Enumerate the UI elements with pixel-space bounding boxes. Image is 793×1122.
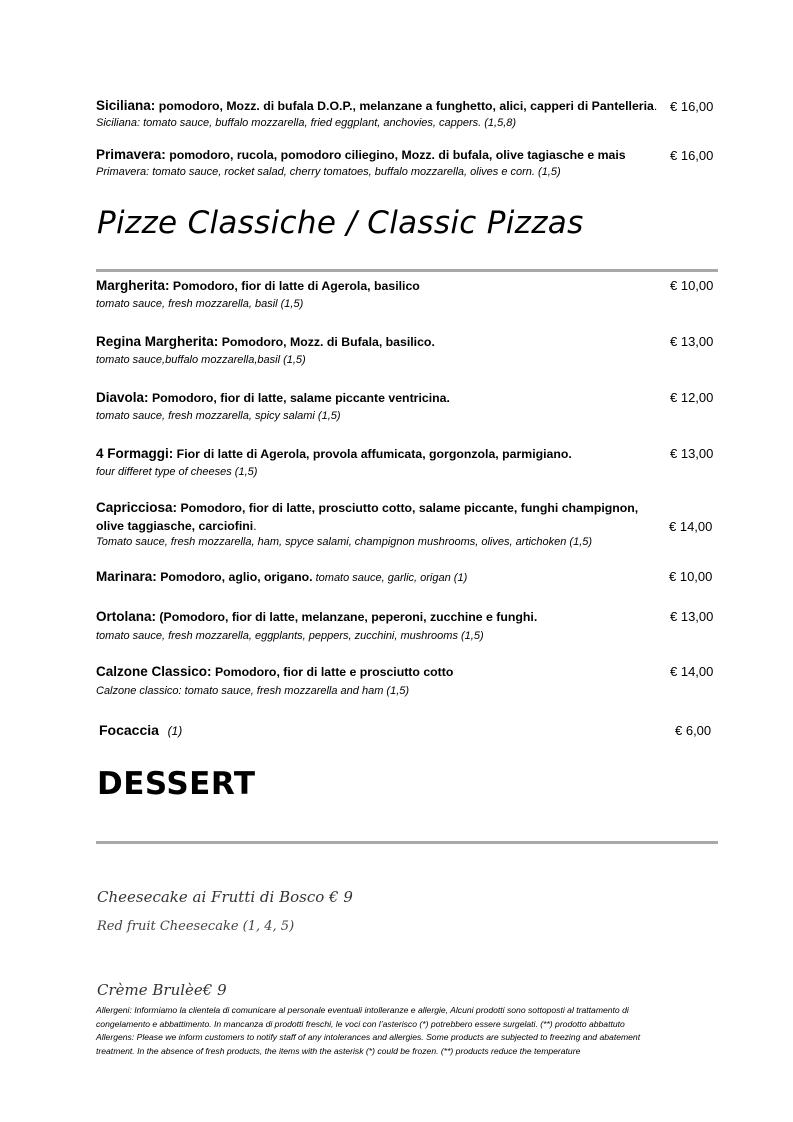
allergen-note <box>96 1004 721 1058</box>
item-ingredients: Pomodoro, fior di latte di Agerola, basilico <box>169 279 420 293</box>
item-ingredients: (Pomodoro, fior di latte, melanzane, peperoni, zucchine e funghi. <box>156 610 538 624</box>
item-name: 4 Formaggi: <box>96 446 174 461</box>
item-english: Primavera: tomato sauce, rocket salad, cherry tomatoes, buffalo mozzarella, olives e corn. (1,5) <box>96 166 561 178</box>
item-ingredients-continued <box>96 518 257 533</box>
menu-item-4-formaggi <box>96 446 572 461</box>
item-english: four differet type of cheeses (1,5) <box>96 466 258 478</box>
item-price: € 16,00 <box>670 148 714 163</box>
item-ingredients: Pomodoro, Mozz. di Bufala, basilico. <box>218 335 435 349</box>
item-price: € 14,00 <box>669 519 713 534</box>
item-english: tomato sauce,buffalo mozzarella,basil (1,5) <box>96 354 306 366</box>
item-ingredients: olive taggiasche, carciofini <box>96 519 254 533</box>
item-price: € 13,00 <box>670 446 714 461</box>
menu-item-margherita <box>96 278 420 293</box>
item-english: tomato sauce, fresh mozzarella, spicy salami (1,5) <box>96 410 341 422</box>
allergen-line: treatment. In the absence of fresh products, the items with the asterisk (*) could be frozen. (**) products reduce the temperature <box>96 1045 581 1056</box>
item-ingredients: pomodoro, Mozz. di bufala D.O.P., melanzane a funghetto, alici, capperi di Pantelleria <box>155 99 654 113</box>
item-price: € 14,00 <box>670 664 714 679</box>
item-ingredients: Pomodoro, fior di latte e prosciutto cotto <box>211 665 454 679</box>
item-price: € 10,00 <box>670 278 714 293</box>
item-tail: . <box>653 99 658 113</box>
item-name: Siciliana: <box>96 98 156 113</box>
item-ingredients: Pomodoro, fior di latte, salame piccante ventricina. <box>148 391 450 405</box>
item-tail: . <box>253 519 257 533</box>
item-note: (1) <box>167 724 183 738</box>
item-price: € 10,00 <box>669 569 713 584</box>
item-ingredients: pomodoro, rucola, pomodoro ciliegino, Mozz. di bufala, olive tagiasche e mais <box>165 148 626 162</box>
section-title-classic-pizzas: Pizze Classiche / Classic Pizzas <box>97 205 584 241</box>
dessert-item-cheesecake: Cheesecake ai Frutti di Bosco € 9 <box>97 888 353 906</box>
item-price: € 13,00 <box>670 334 714 349</box>
item-name: Regina Margherita: <box>96 334 219 349</box>
allergen-line: congelamento e abbattimento. In mancanza di prodotti freschi, le voci con l’asterisco (*) potrebbero essere surgelati. (**) prodotto abbattuto <box>96 1018 625 1029</box>
item-ingredients: Fior di latte di Agerola, provola affumicata, gorgonzola, parmigiano. <box>173 447 572 461</box>
section-divider <box>96 269 718 272</box>
item-name: Diavola: <box>96 390 149 405</box>
menu-item-calzone-classico <box>96 664 453 679</box>
item-ingredients: Pomodoro, fior di latte, prosciutto cotto, salame piccante, funghi champignon, <box>177 501 639 515</box>
item-english: tomato sauce, fresh mozzarella, eggplants, peppers, zucchini, mushrooms (1,5) <box>96 630 484 642</box>
item-name: Margherita: <box>96 278 170 293</box>
menu-item-siciliana <box>96 98 657 113</box>
item-name: Capricciosa: <box>96 500 178 515</box>
menu-item-primavera <box>96 147 626 162</box>
item-name: Focaccia <box>99 722 159 738</box>
item-english: Calzone classico: tomato sauce, fresh mozzarella and ham (1,5) <box>96 685 410 697</box>
item-english: tomato sauce, garlic, origan (1) <box>312 572 468 584</box>
item-price: € 6,00 <box>675 723 712 738</box>
item-name: Primavera: <box>96 147 166 162</box>
item-english: Tomato sauce, fresh mozzarella, ham, spyce salami, champignon mushrooms, olives, artichoken (1,5) <box>96 536 593 548</box>
item-price: € 12,00 <box>670 390 714 405</box>
item-name: Ortolana: <box>96 609 157 624</box>
item-name: Calzone Classico: <box>96 664 212 679</box>
dessert-item-creme-brulee: Crème Brulèe€ 9 <box>97 981 227 999</box>
menu-item-focaccia <box>99 722 182 738</box>
dessert-item-english: Red fruit Cheesecake (1, 4, 5) <box>97 919 295 934</box>
item-price: € 13,00 <box>670 609 714 624</box>
allergen-line: Allergens: Please we inform customers to notify staff of any intolerances and allergies. Some products are subjected to freezing and abatement <box>96 1032 641 1042</box>
menu-item-ortolana <box>96 609 537 624</box>
menu-item-diavola <box>96 390 450 405</box>
section-title-dessert: DESSERT <box>97 766 256 802</box>
item-price: € 16,00 <box>670 99 714 114</box>
section-divider <box>96 841 718 844</box>
item-english: tomato sauce, fresh mozzarella, basil (1,5) <box>96 298 304 310</box>
menu-item-capricciosa <box>96 500 638 515</box>
menu-item-regina-margherita <box>96 334 435 349</box>
item-english: Siciliana: tomato sauce, buffalo mozzarella, fried eggplant, anchovies, cappers. (1,5,8) <box>96 117 517 129</box>
item-name: Marinara: <box>96 569 157 584</box>
allergen-line: Allergeni: Informiamo la clientela di comunicare al personale eventuali intolleranze e allergie, Alcuni prodotti sono sottoposti al trattamento di <box>96 1005 629 1015</box>
menu-item-marinara <box>96 569 467 584</box>
item-ingredients: Pomodoro, aglio, origano. <box>156 570 313 584</box>
